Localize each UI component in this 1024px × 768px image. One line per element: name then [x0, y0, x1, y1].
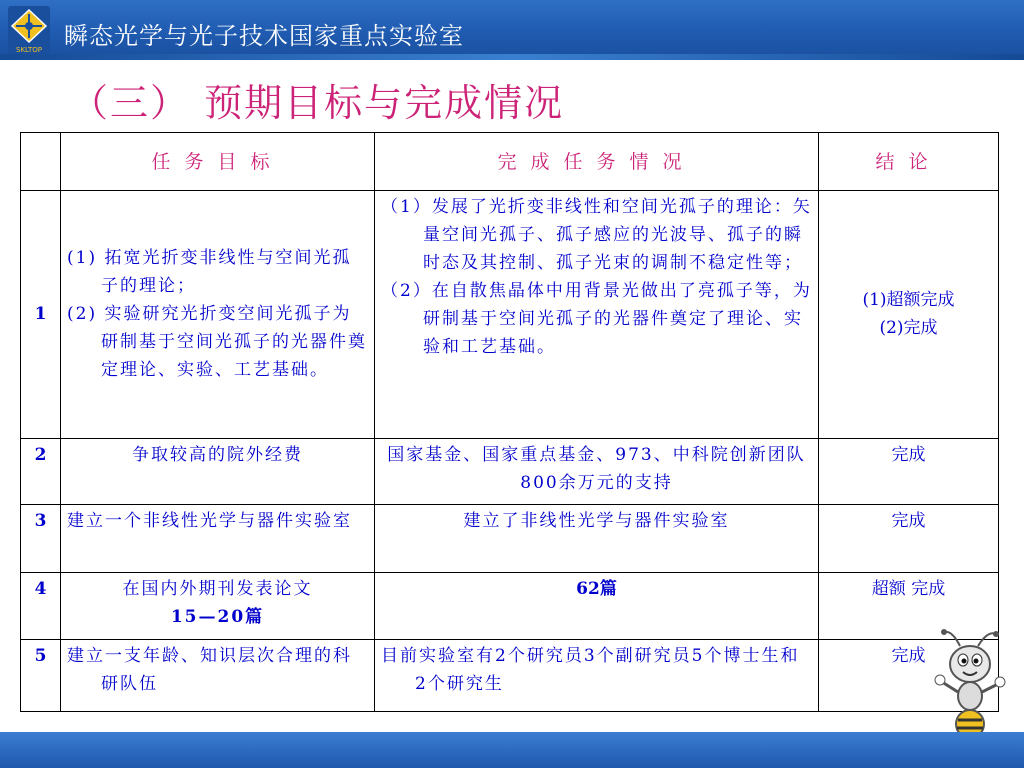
status-cell: 建立了非线性光学与器件实验室: [375, 504, 819, 572]
goal-item: 在国内外期刊发表论文: [122, 579, 313, 600]
header-conclusion: 结论: [819, 133, 999, 191]
table-row: [21, 573, 999, 639]
status-cell: 62篇: [375, 573, 819, 639]
lab-logo-icon: [6, 4, 52, 56]
goal-cell: [61, 504, 375, 572]
row-number: 2: [21, 438, 61, 504]
row-number: 1: [21, 191, 61, 438]
conclusion-cell: 完成: [819, 438, 999, 504]
goals-table: [20, 132, 999, 712]
footer-bar: [0, 732, 1024, 768]
conclusion-item: (1)超额完成: [862, 290, 955, 311]
goal-item: 建立一个非线性光学与器件实验室: [67, 510, 352, 531]
table-row: [21, 639, 999, 711]
status-item: 目前实验室有2个研究员3个副研究员5个博士生和2个研究生: [381, 645, 800, 694]
goal-cell: 争取较高的院外经费: [61, 438, 375, 504]
table-row: [21, 191, 999, 438]
conclusion-cell: 完成: [819, 639, 999, 711]
header-num: [21, 133, 61, 191]
status-cell: 国家基金、国家重点基金、973、中科院创新团队800余万元的支持: [375, 438, 819, 504]
page-title: （三） 预期目标与完成情况: [70, 81, 565, 125]
table-row: [21, 438, 999, 504]
header-bar: [0, 0, 1024, 60]
goal-cell: [61, 639, 375, 711]
goal-item: 建立一支年龄、知识层次合理的科研队伍: [67, 645, 352, 694]
logo-text: SKLTOP: [16, 46, 42, 54]
row-number: 3: [21, 504, 61, 572]
header-stripe: [0, 54, 1024, 60]
conclusion-cell: 超额 完成: [819, 573, 999, 639]
goal-item: 15—20篇: [170, 607, 265, 628]
goal-cell: [61, 191, 375, 438]
header-status: 完成任务情况: [375, 133, 819, 191]
row-number: 4: [21, 573, 61, 639]
conclusion-cell: 完成: [819, 504, 999, 572]
conclusion-cell: [819, 191, 999, 438]
goal-item: (2) 实验研究光折变空间光孤子为研制基于空间光孤子的光器件奠定理论、实验、工艺基础。: [67, 304, 367, 381]
status-cell: [375, 191, 819, 438]
status-item: （1）发展了光折变非线性和空间光孤子的理论：矢量空间光孤子、孤子感应的光波导、孤子的瞬时态及其控制、孤子光束的调制不稳定性等；: [381, 197, 812, 274]
goal-cell: [61, 573, 375, 639]
lab-name: 瞬态光学与光子技术国家重点实验室: [64, 22, 464, 50]
status-cell: [375, 639, 819, 711]
row-number: 5: [21, 639, 61, 711]
goal-item: (1) 拓宽光折变非线性与空间光孤子的理论；: [67, 248, 352, 297]
ant-mascot-icon: [930, 628, 1010, 748]
table-row: [21, 504, 999, 572]
status-item: （2）在自散焦晶体中用背景光做出了亮孤子等，为研制基于空间光孤子的光器件奠定了理论、实验和工艺基础。: [381, 281, 812, 358]
conclusion-item: (2)完成: [879, 318, 938, 339]
table-header-row: [21, 133, 999, 191]
header-goal: 任务目标: [61, 133, 375, 191]
